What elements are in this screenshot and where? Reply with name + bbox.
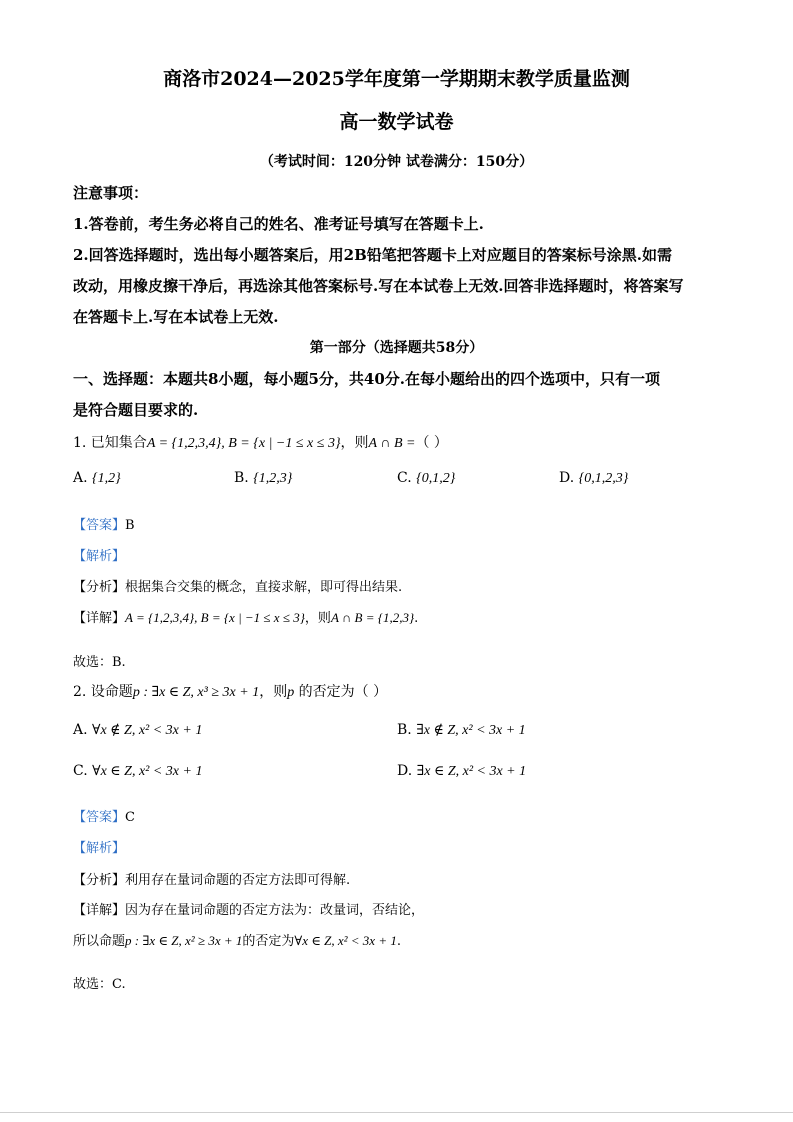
q1-analysis-text: 根据集合交集的概念，直接求解，即可得出结果. xyxy=(125,580,403,595)
q2-line2-prefix: 所以命题 xyxy=(73,934,126,949)
q2-option-b-label: B. xyxy=(397,722,412,738)
q2-p: p xyxy=(287,685,295,700)
q1-analysis xyxy=(73,576,402,595)
notice-item-2-line-2: 改动，用橡皮擦干净后，再选涂其他答案标号.写在本试卷上无效.回答非选择题时，将答案写 xyxy=(73,277,684,295)
q2-detail-tag: 【详解】 xyxy=(73,903,126,918)
q2-analysis-text: 利用存在量词命题的否定方法即可得解. xyxy=(125,873,351,888)
q1-analysis-tag: 【分析】 xyxy=(73,580,126,595)
q2-conclusion: 故选：C. xyxy=(73,977,126,992)
page-subtitle: 高一数学试卷 xyxy=(339,111,454,133)
q1-prefix: 1. 已知集合 xyxy=(73,435,147,451)
q1-detail-sets: A = {1,2,3,4}, B = {x | −1 ≤ x ≤ 3} xyxy=(125,610,305,625)
q2-answer xyxy=(73,806,135,825)
q2-proposition: p : ∃x ∈ Z, x³ ≥ 3x + 1 xyxy=(132,685,260,700)
section-heading-line-1: 一、选择题：本题共8小题，每小题5分，共40分.在每小题给出的四个选项中，只有一项 xyxy=(73,370,660,388)
q2-detail xyxy=(73,899,424,918)
q1-option-b-value: {1,2,3} xyxy=(253,471,293,486)
q1-option-b-label: B. xyxy=(234,470,249,486)
q1-detail-end: . xyxy=(414,611,419,626)
q2-detail-line-2 xyxy=(73,930,401,949)
q2-line2-mid: 的否定为 xyxy=(242,934,295,949)
q1-option-a-label: A. xyxy=(73,470,88,486)
q1-answer-tag: 【答案】 xyxy=(73,518,126,533)
q2-analysis-tag: 【分析】 xyxy=(73,873,126,888)
q2-option-d xyxy=(397,763,526,780)
q2-option-d-value: ∃x ∈ Z, x² < 3x + 1 xyxy=(416,764,527,779)
q1-answer xyxy=(73,514,135,533)
question-2-stem xyxy=(73,681,387,701)
q1-option-c-value: {0,1,2} xyxy=(416,471,456,486)
q1-detail-tag: 【详解】 xyxy=(73,611,126,626)
q2-line2-negation: ∀x ∈ Z, x² < 3x + 1 xyxy=(294,933,397,948)
q1-option-d-label: D. xyxy=(559,470,575,486)
exam-info: （考试时间：120分钟 试卷满分：150分） xyxy=(259,154,534,170)
q2-option-a-label: A. xyxy=(73,722,88,738)
notice-heading: 注意事项： xyxy=(73,184,149,202)
q1-option-c xyxy=(397,470,455,487)
q1-option-b xyxy=(234,470,292,487)
q1-detail xyxy=(73,607,418,626)
q1-sets: A = {1,2,3,4}, B = {x | −1 ≤ x ≤ 3} xyxy=(146,436,341,451)
q2-option-c xyxy=(73,763,202,780)
q2-explain-tag: 【解析】 xyxy=(73,841,126,856)
q2-line2-end: . xyxy=(396,934,401,949)
q2-option-c-value: ∀x ∈ Z, x² < 3x + 1 xyxy=(92,764,203,779)
q1-detail-result: A ∩ B = {1,2,3} xyxy=(330,610,415,625)
q1-detail-mid: ，则 xyxy=(304,611,331,626)
q1-mid: ，则 xyxy=(340,435,369,451)
q1-option-c-label: C. xyxy=(397,470,412,486)
q2-line2-proposition: p : ∃x ∈ Z, x² ≥ 3x + 1 xyxy=(125,933,243,948)
footer-divider xyxy=(0,1112,793,1113)
q2-answer-tag: 【答案】 xyxy=(73,810,126,825)
q2-option-c-label: C. xyxy=(73,763,88,779)
q1-explain-tag: 【解析】 xyxy=(73,549,126,564)
q1-option-a-value: {1,2} xyxy=(92,471,121,486)
q2-prefix: 2. 设命题 xyxy=(73,684,133,700)
question-1-stem xyxy=(73,432,448,452)
q2-option-b-value: ∃x ∉ Z, x² < 3x + 1 xyxy=(416,723,526,738)
q2-suffix: 的否定为（ ） xyxy=(298,684,388,700)
section-heading-line-2: 是符合题目要求的. xyxy=(73,401,199,419)
q2-detail-text: 因为存在量词命题的否定方法为：改量词，否结论， xyxy=(125,903,425,918)
q1-conclusion: 故选：B. xyxy=(73,655,126,670)
part-heading: 第一部分（选择题共58分） xyxy=(309,340,484,356)
q2-answer-value: C xyxy=(125,810,135,825)
q1-option-a xyxy=(73,470,121,487)
q1-intersection: A ∩ B = xyxy=(368,436,416,451)
page-title: 商洛市2024—2025学年度第一学期期末教学质量监测 xyxy=(163,68,630,90)
q2-mid: ，则 xyxy=(259,684,288,700)
notice-item-2-line-3: 在答题卡上.写在本试卷上无效. xyxy=(73,308,279,326)
q2-option-b xyxy=(397,722,526,739)
q2-option-a xyxy=(73,722,202,739)
q2-option-a-value: ∀x ∉ Z, x² < 3x + 1 xyxy=(92,723,203,738)
q1-blank: （ ） xyxy=(415,435,448,451)
notice-item-2-line-1: 2.回答选择题时，选出每小题答案后，用2B铅笔把答题卡上对应题目的答案标号涂黑.如需 xyxy=(73,246,673,264)
q1-option-d xyxy=(559,470,628,487)
notice-item-1: 1.答卷前，考生务必将自己的姓名、准考证号填写在答题卡上. xyxy=(73,215,484,233)
q2-analysis xyxy=(73,869,350,888)
q2-option-d-label: D. xyxy=(397,763,413,779)
q1-option-d-value: {0,1,2,3} xyxy=(578,471,629,486)
q1-answer-value: B xyxy=(125,518,135,533)
